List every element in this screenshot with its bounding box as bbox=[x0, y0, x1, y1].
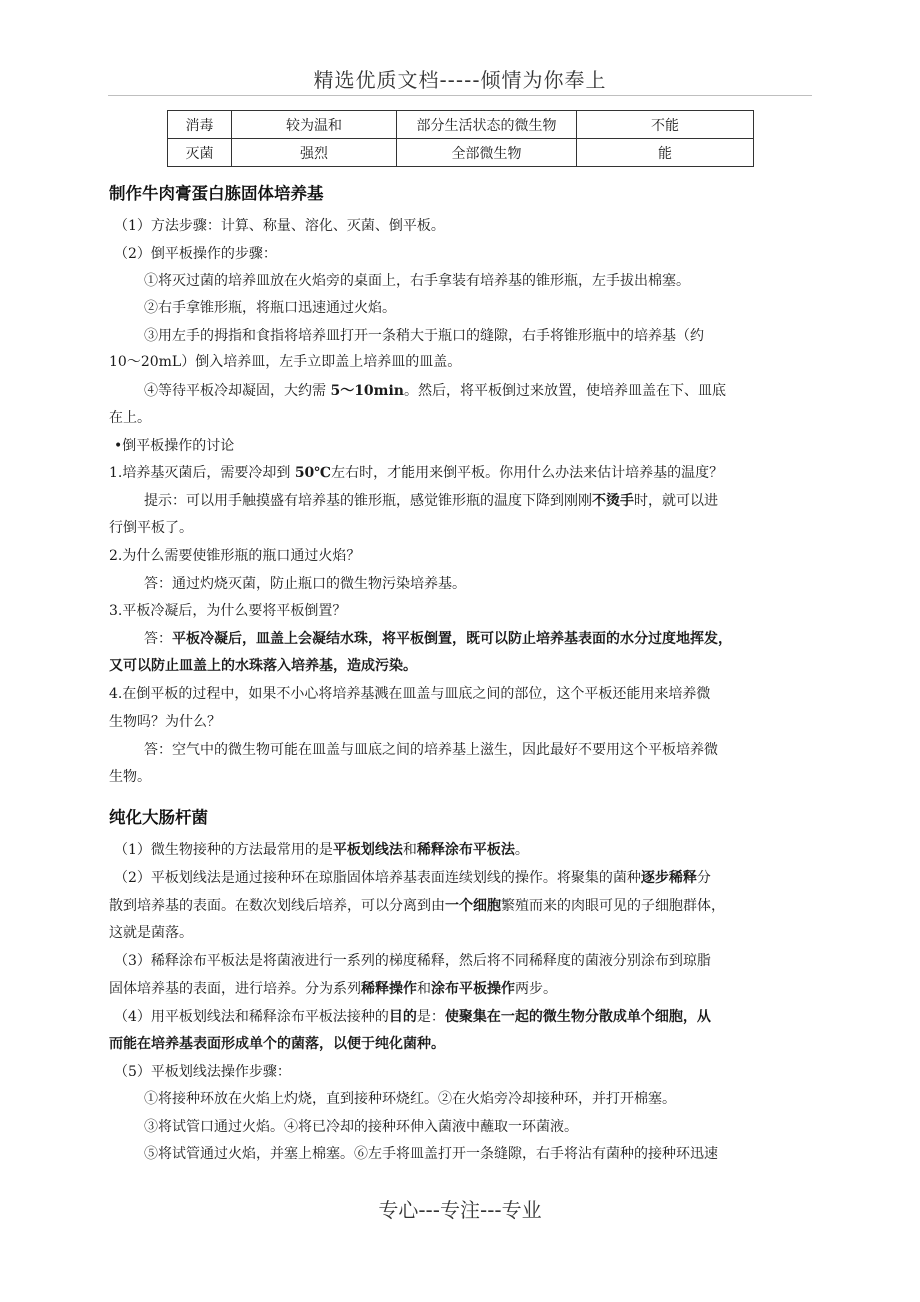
text-span: （2）平板划线法是通过接种环在琼脂固体培养基表面连续划线的操作。将聚集的菌种 bbox=[114, 870, 641, 886]
text-span: 和 bbox=[402, 842, 417, 858]
text-span: 繁殖而来的肉眼可见的子细胞群体， bbox=[501, 898, 725, 914]
table-cell: 消毒 bbox=[168, 111, 232, 139]
bold-text: 50℃ bbox=[294, 465, 332, 481]
step-line: ③将试管口通过火焰。④将已冷却的接种环伸入菌液中蘸取一环菌液。 bbox=[144, 1119, 578, 1135]
step-line: 在上。 bbox=[109, 410, 151, 426]
text-span: 1.培养基灭菌后，需要冷却到 bbox=[109, 465, 295, 481]
text-span: 两步。 bbox=[515, 981, 557, 997]
table-cell: 不能 bbox=[577, 111, 754, 139]
paragraph-line bbox=[114, 840, 529, 860]
table-row bbox=[168, 111, 754, 139]
paragraph-line: （2）倒平板操作的步骤： bbox=[114, 246, 277, 262]
text-span: 和 bbox=[417, 981, 431, 997]
section-title: 制作牛肉膏蛋白胨固体培养基 bbox=[109, 184, 324, 203]
section-title: 纯化大肠杆菌 bbox=[109, 808, 208, 827]
text-span: 是： bbox=[416, 1009, 445, 1025]
answer-line: 答：通过灼烧灭菌，防止瓶口的微生物污染培养基。 bbox=[144, 576, 466, 592]
discussion-heading: •倒平板操作的讨论 bbox=[114, 438, 235, 454]
bold-text: 稀释操作 bbox=[361, 981, 417, 997]
bold-text: 逐步稀释 bbox=[640, 870, 697, 886]
text-span: （4）用平板划线法和稀释涂布平板法接种的 bbox=[114, 1009, 389, 1025]
step-line: 10～20mL）倒入培养皿，左手立即盖上培养皿的皿盖。 bbox=[109, 354, 462, 370]
step-line: ③用左手的拇指和食指将培养皿打开一条稍大于瓶口的缝隙，右手将锥形瓶中的培养基（约 bbox=[144, 328, 704, 344]
text-span: 散到培养基的表面。在数次划线后培养，可以分离到由 bbox=[109, 898, 445, 914]
answer-line bbox=[144, 629, 732, 649]
comparison-table bbox=[167, 110, 754, 167]
table-row bbox=[168, 139, 754, 167]
text-span: 时，就可以进 bbox=[634, 493, 718, 509]
answer-line: 生物。 bbox=[109, 769, 151, 785]
paragraph-line bbox=[109, 979, 557, 999]
table-cell: 全部微生物 bbox=[397, 139, 577, 167]
text-span: ④等待平板冷却凝固，大约需 bbox=[144, 383, 331, 399]
text-span: 固体培养基的表面，进行培养。分为系列 bbox=[109, 981, 361, 997]
answer-line bbox=[144, 491, 718, 511]
bold-text: 使聚集在一起的微生物分散成单个细胞，从 bbox=[444, 1009, 711, 1025]
table-cell: 能 bbox=[577, 139, 754, 167]
bold-text: 目的 bbox=[388, 1009, 417, 1025]
answer-line: 又可以防止皿盖上的水珠落入培养基，造成污染。 bbox=[109, 658, 417, 674]
bold-text: 稀释涂布平板法 bbox=[416, 842, 515, 858]
answer-line: 行倒平板了。 bbox=[109, 520, 193, 536]
paragraph-line: （5）平板划线法操作步骤： bbox=[114, 1064, 291, 1080]
question-line bbox=[109, 463, 723, 483]
question-line: 3.平板冷凝后，为什么要将平板倒置？ bbox=[109, 603, 347, 619]
table-cell: 灭菌 bbox=[168, 139, 232, 167]
text-span: （1）微生物接种的方法最常用的是 bbox=[114, 842, 333, 858]
step-line bbox=[144, 381, 726, 401]
paragraph-line: （3）稀释涂布平板法是将菌液进行一系列的梯度稀释，然后将不同稀释度的菌液分别涂布到琼脂 bbox=[114, 953, 711, 969]
bold-text: 不烫手 bbox=[592, 493, 634, 509]
bold-text: 5～10min bbox=[330, 383, 404, 399]
paragraph-line: （1）方法步骤：计算、称量、溶化、灭菌、倒平板。 bbox=[114, 218, 445, 234]
question-line: 4.在倒平板的过程中，如果不小心将培养基溅在皿盖与皿底之间的部位，这个平板还能用来培养微 bbox=[109, 686, 711, 702]
text-span: 。然后，将平板倒过来放置，使培养皿盖在下、皿底 bbox=[404, 383, 726, 399]
table-cell: 强烈 bbox=[232, 139, 397, 167]
text-span: 答： bbox=[144, 631, 172, 647]
page-footer: 专心---专注---专业 bbox=[378, 1198, 542, 1222]
text-span: 提示：可以用手触摸盛有培养基的锥形瓶，感觉锥形瓶的温度下降到刚刚 bbox=[144, 493, 592, 509]
text-span: 左右时，才能用来倒平板。你用什么办法来估计培养基的温度？ bbox=[331, 465, 724, 481]
page-header: 精选优质文档-----倾情为你奉上 bbox=[313, 68, 607, 92]
bold-text: 一个细胞 bbox=[445, 898, 501, 914]
question-line: 生物吗？为什么？ bbox=[109, 714, 221, 730]
text-span: 。 bbox=[514, 842, 529, 858]
paragraph-line bbox=[109, 896, 725, 916]
paragraph-line bbox=[114, 1007, 711, 1027]
header-divider bbox=[108, 95, 812, 96]
question-line: 2.为什么需要使锥形瓶的瓶口通过火焰？ bbox=[109, 548, 361, 564]
table-cell: 较为温和 bbox=[232, 111, 397, 139]
paragraph-line: 这就是菌落。 bbox=[109, 925, 193, 941]
table-cell: 部分生活状态的微生物 bbox=[397, 111, 577, 139]
bold-text: 平板划线法 bbox=[332, 842, 403, 858]
step-line: ①将灭过菌的培养皿放在火焰旁的桌面上，右手拿装有培养基的锥形瓶，左手拔出棉塞。 bbox=[144, 273, 690, 289]
text-span: 分 bbox=[696, 870, 711, 886]
paragraph-line bbox=[114, 868, 711, 888]
step-line: ②右手拿锥形瓶，将瓶口迅速通过火焰。 bbox=[144, 300, 396, 316]
answer-line: 答：空气中的微生物可能在皿盖与皿底之间的培养基上滋生，因此最好不要用这个平板培养微 bbox=[144, 742, 718, 758]
step-line: ⑤将试管通过火焰，并塞上棉塞。⑥左手将皿盖打开一条缝隙，右手将沾有菌种的接种环迅速 bbox=[144, 1146, 718, 1162]
bold-text: 涂布平板操作 bbox=[431, 981, 515, 997]
bold-text: 平板冷凝后，皿盖上会凝结水珠，将平板倒置，既可以防止培养基表面的水分过度地挥发， bbox=[172, 631, 732, 647]
step-line: ①将接种环放在火焰上灼烧，直到接种环烧红。②在火焰旁冷却接种环，并打开棉塞。 bbox=[144, 1091, 676, 1107]
paragraph-line: 而能在培养基表面形成单个的菌落，以便于纯化菌种。 bbox=[109, 1036, 445, 1052]
